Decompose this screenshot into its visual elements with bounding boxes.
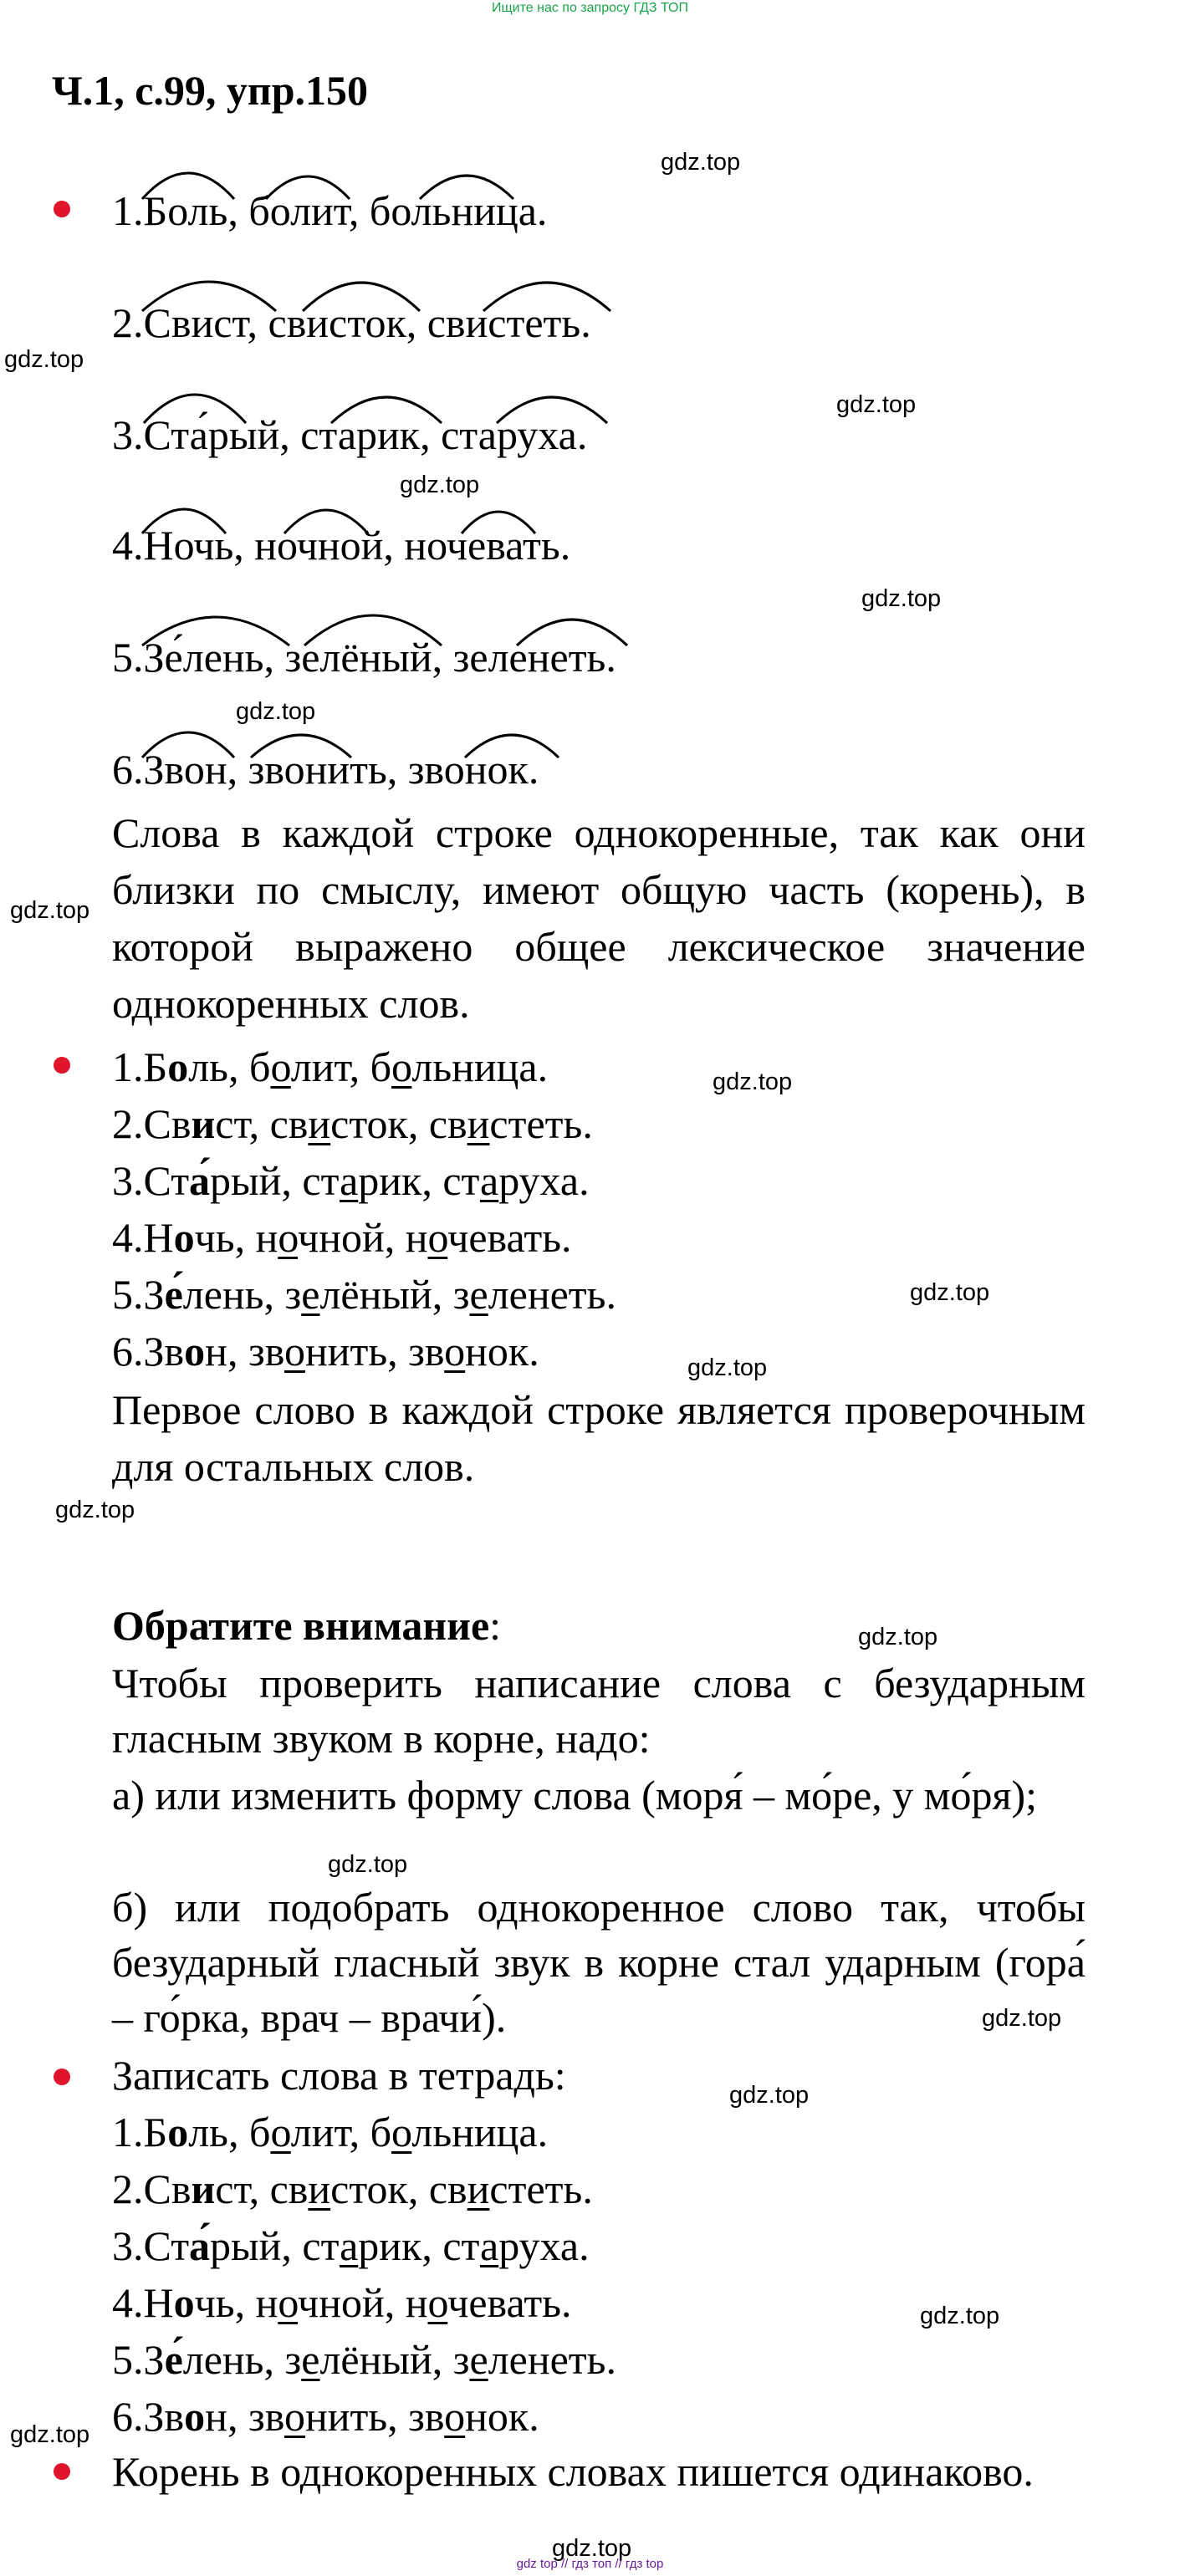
watermark: gdz.top	[713, 1069, 793, 1095]
word-row: 2.Свист, свисток, свистеть.	[112, 2165, 593, 2212]
word-row: 6.Звон, звонить, звонок.	[112, 746, 539, 793]
watermark: gdz.top	[687, 1354, 768, 1381]
word-row: 3.Ста́рый, старик, старуха.	[112, 2222, 590, 2269]
watermark: gdz.top	[920, 2303, 1000, 2329]
watermark: gdz.top	[552, 2535, 632, 2562]
explanation-paragraph: Слова в каждой строке однокоренные, так как они близки по смыслу, имеют общую часть (корень), в которой выражено общее лексическое значение однокоренных слов.	[112, 809, 1085, 1027]
bullet-point	[54, 2068, 70, 2085]
word-row: 2.Свист, свисток, свистеть.	[112, 1100, 593, 1147]
explanation-paragraph: Первое слово в каждой строке является проверочным для остальных слов.	[112, 1386, 1085, 1490]
word-row: 4.Ночь, ночной, ночевать.	[112, 1214, 572, 1261]
watermark: gdz.top	[10, 897, 90, 924]
watermark: gdz.top	[400, 472, 480, 498]
word-row: 3.Ста́рый, старик, старуха.	[112, 411, 588, 458]
bullet-point	[54, 1057, 70, 1074]
watermark: gdz.top	[661, 149, 741, 176]
word-row: 1.Боль, болит, больница.	[112, 2109, 549, 2155]
word-row: 4.Ночь, ночной, ночевать.	[112, 2279, 572, 2326]
instruction: Записать слова в тетрадь:	[112, 2052, 566, 2099]
word-row: 1.Боль, болит, больница.	[112, 187, 548, 234]
word-row: 5.Зе́лень, зелёный, зеленеть.	[112, 1271, 616, 1318]
watermark: gdz.top	[729, 2082, 810, 2109]
word-row: 6.Звон, звонить, звонок.	[112, 1328, 539, 1375]
word-row: 6.Звон, звонить, звонок.	[112, 2393, 539, 2440]
watermark: gdz.top	[55, 1497, 135, 1523]
note-intro: Чтобы проверить написание слова с безударным гласным звуком в корне, надо:	[112, 1660, 1085, 1762]
word-row: 2.Свист, свисток, свистеть.	[112, 299, 591, 346]
word-row: 3.Ста́рый, старик, старуха.	[112, 1157, 590, 1204]
watermark: gdz.top	[10, 2421, 90, 2448]
watermark: gdz.top	[982, 2005, 1062, 2032]
word-row: 1.Боль, болит, больница.	[112, 1043, 549, 1090]
page-title: Ч.1, с.99, упр.150	[52, 67, 369, 114]
bottom-banner: gdz top // гдз топ // гдз top	[516, 2557, 664, 2571]
watermark: gdz.top	[910, 1279, 990, 1306]
note-option-a: а) или изменить форму слова (моря́ – мо́ре, у мо́ря);	[112, 1772, 1037, 1819]
top-banner: Ищите нас по запросу ГДЗ ТОП	[492, 1, 688, 15]
watermark: gdz.top	[858, 1624, 938, 1650]
bullet-point	[54, 201, 70, 217]
word-row: 5.Зе́лень, зелёный, зеленеть.	[112, 634, 616, 681]
word-row: 5.Зе́лень, зелёный, зеленеть.	[112, 2336, 616, 2383]
note-heading: Обратите внимание:	[112, 1602, 502, 1649]
watermark: gdz.top	[328, 1851, 408, 1878]
conclusion-paragraph: Корень в однокоренных словах пишется одинаково.	[112, 2448, 1034, 2495]
word-row: 4.Ночь, ночной, ночевать.	[112, 522, 571, 569]
watermark: gdz.top	[861, 585, 942, 612]
bullet-point	[54, 2463, 70, 2480]
note-option-b: б) или подобрать однокоренное слово так, чтобы безударный гласный звук в корне стал ударным (гора́ – го́рка, врач – врачи́).	[112, 1884, 1085, 2041]
watermark: gdz.top	[836, 391, 917, 418]
watermark: gdz.top	[236, 698, 316, 725]
watermark: gdz.top	[4, 346, 84, 373]
